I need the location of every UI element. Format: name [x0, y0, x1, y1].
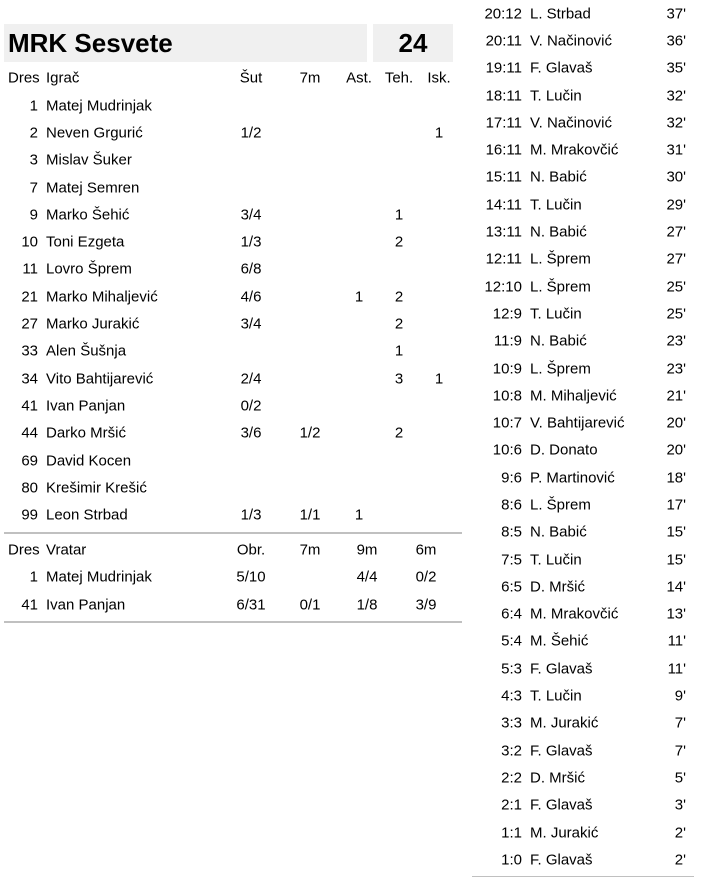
event-player: L. Strbad: [530, 5, 591, 23]
event-player: M. Mihaljević: [530, 387, 617, 405]
exclusions: 1: [434, 370, 444, 388]
list-item: [472, 846, 694, 873]
event-minute: 27': [666, 250, 686, 268]
list-item: [472, 819, 694, 846]
player-number: 3: [29, 151, 38, 169]
player-name: Ivan Panjan: [46, 397, 126, 415]
event-minute: 30': [666, 168, 686, 186]
goalie-number: 41: [21, 596, 38, 614]
list-item: [472, 491, 694, 518]
event-player: T. Lučin: [530, 687, 582, 705]
event-score: 12:11: [485, 250, 522, 268]
event-minute: 32': [666, 87, 686, 105]
player-name: Mislav Šuker: [46, 151, 132, 169]
event-player: M. Jurakić: [530, 824, 599, 842]
players-header-row: [4, 64, 462, 92]
header-7m: 7m: [299, 69, 321, 87]
header-shots: Šut: [239, 69, 263, 87]
list-item: [472, 573, 694, 600]
header-7m: 7m: [299, 541, 321, 559]
table-row: [4, 310, 462, 337]
player-name: Matej Mudrinjak: [46, 97, 152, 115]
event-player: T. Lučin: [530, 305, 582, 323]
event-score: 2:1: [501, 796, 522, 814]
list-item: [472, 218, 694, 245]
player-number: 80: [21, 479, 38, 497]
player-number: 99: [21, 506, 38, 524]
event-player: V. Načinović: [530, 32, 612, 50]
event-minute: 14': [666, 578, 686, 596]
player-name: Neven Grgurić: [46, 124, 143, 142]
player-number: 27: [21, 315, 38, 333]
list-item: [472, 246, 694, 273]
event-score: 15:11: [485, 168, 522, 186]
list-item: [472, 601, 694, 628]
event-minute: 35': [666, 59, 686, 77]
table-row: [4, 256, 462, 283]
goalies-header-row: [4, 536, 462, 564]
table-row: [4, 228, 462, 255]
technical-faults: 2: [394, 288, 404, 306]
event-player: D. Mršić: [530, 769, 585, 787]
event-score: 3:2: [501, 742, 522, 760]
list-item: [472, 409, 694, 436]
player-number: 9: [29, 206, 38, 224]
player-number: 21: [21, 288, 38, 306]
event-minute: 15': [666, 523, 686, 541]
technical-faults: 1: [394, 342, 404, 360]
event-minute: 23': [666, 332, 686, 350]
list-item: [472, 328, 694, 355]
goalie-name: Matej Mudrinjak: [46, 568, 152, 586]
event-player: M. Mrakovčić: [530, 605, 619, 623]
list-item: [472, 519, 694, 546]
event-player: F. Glavaš: [530, 851, 593, 869]
shots: 1/3: [240, 233, 262, 251]
list-item: [472, 710, 694, 737]
player-number: 2: [29, 124, 38, 142]
header-6m: 6m: [415, 541, 437, 559]
event-player: M. Šehić: [530, 632, 589, 650]
list-item: [472, 164, 694, 191]
saves: 5/10: [236, 568, 266, 586]
event-score: 19:11: [485, 59, 522, 77]
list-item: [472, 273, 694, 300]
team-score: 24: [373, 24, 453, 62]
event-minute: 13': [666, 605, 686, 623]
table-row: [4, 201, 462, 228]
technical-faults: 2: [394, 424, 404, 442]
event-score: 20:11: [485, 32, 522, 50]
technical-faults: 3: [394, 370, 404, 388]
event-score: 12:9: [492, 305, 522, 323]
penalties-7m: 1/1: [299, 506, 321, 524]
list-item: [472, 109, 694, 136]
table-row: [4, 392, 462, 419]
penalties-7m: 1/2: [299, 424, 321, 442]
event-player: F. Glavaš: [530, 59, 593, 77]
list-item: [472, 764, 694, 791]
event-player: L. Šprem: [530, 250, 591, 268]
event-score: 10:7: [492, 414, 522, 432]
list-item: [472, 437, 694, 464]
event-minute: 31': [666, 141, 686, 159]
event-minute: 25': [666, 305, 686, 323]
list-item: [472, 464, 694, 491]
event-minute: 7': [674, 742, 686, 760]
table-row: [4, 591, 462, 618]
header-no: Dres: [8, 69, 40, 87]
technical-faults: 2: [394, 233, 404, 251]
divider: [4, 532, 462, 534]
event-minute: 25': [666, 278, 686, 296]
event-player: L. Šprem: [530, 496, 591, 514]
event-player: V. Bahtijarević: [530, 414, 625, 432]
event-minute: 15': [666, 551, 686, 569]
event-minute: 2': [674, 851, 686, 869]
saves: 6/31: [236, 596, 266, 614]
event-score: 8:6: [501, 496, 522, 514]
event-score: 3:3: [501, 714, 522, 732]
goalie-number: 1: [29, 568, 38, 586]
team-stats-panel: [4, 24, 462, 623]
event-minute: 9': [674, 687, 686, 705]
event-score: 18:11: [485, 87, 522, 105]
list-item: [472, 300, 694, 327]
event-player: N. Babić: [530, 523, 587, 541]
list-item: [472, 191, 694, 218]
event-minute: 37': [666, 5, 686, 23]
event-score: 4:3: [501, 687, 522, 705]
list-item: [472, 546, 694, 573]
event-score: 10:6: [492, 441, 522, 459]
player-number: 33: [21, 342, 38, 360]
player-name: Marko Mihaljević: [46, 288, 158, 306]
event-player: L. Šprem: [530, 360, 591, 377]
goal-timeline: [472, 0, 694, 877]
event-minute: 29': [666, 196, 686, 214]
player-number: 10: [21, 233, 38, 251]
event-score: 17:11: [485, 114, 522, 132]
event-player: P. Martinović: [530, 469, 615, 487]
event-minute: 20': [666, 441, 686, 459]
shots: 3/4: [240, 206, 262, 224]
event-player: F. Glavaš: [530, 742, 593, 760]
player-name: Toni Ezgeta: [46, 233, 125, 251]
event-player: F. Glavaš: [530, 796, 593, 814]
event-player: T. Lučin: [530, 551, 582, 569]
event-minute: 11': [667, 632, 686, 650]
event-score: 6:5: [501, 578, 522, 596]
table-row: [4, 447, 462, 474]
player-number: 1: [29, 97, 38, 115]
table-row: [4, 174, 462, 201]
player-name: Alen Šušnja: [46, 342, 127, 360]
saves-6m: 3/9: [415, 596, 437, 614]
event-player: L. Šprem: [530, 278, 591, 296]
event-minute: 17': [666, 496, 686, 514]
saves-9m: 1/8: [356, 596, 378, 614]
event-score: 11:9: [493, 332, 522, 350]
shots: 2/4: [240, 370, 262, 388]
list-item: [472, 682, 694, 709]
saves-6m: 0/2: [415, 568, 437, 586]
table-row: [4, 283, 462, 310]
table-row: [4, 365, 462, 392]
shots: 1/2: [240, 124, 262, 142]
list-item: [472, 737, 694, 764]
event-score: 9:6: [501, 469, 522, 487]
table-row: [4, 147, 462, 174]
event-score: 2:2: [501, 769, 522, 787]
event-score: 10:8: [492, 387, 522, 405]
event-player: M. Jurakić: [530, 714, 599, 732]
event-score: 5:4: [501, 632, 522, 650]
event-minute: 32': [666, 114, 686, 132]
table-row: [4, 420, 462, 447]
player-number: 34: [21, 370, 38, 388]
list-item: [472, 55, 694, 82]
header-name: Igrač: [46, 69, 80, 87]
event-player: D. Donato: [530, 441, 598, 459]
player-number: 7: [29, 179, 38, 197]
event-score: 5:3: [501, 660, 522, 678]
table-row: [4, 501, 462, 528]
technical-faults: 1: [394, 206, 404, 224]
header-no: Dres: [8, 541, 40, 559]
player-name: Matej Semren: [46, 179, 140, 197]
event-player: T. Lučin: [530, 87, 582, 105]
shots: 3/4: [240, 315, 262, 333]
player-number: 11: [22, 260, 38, 278]
event-player: M. Mrakovčić: [530, 141, 619, 159]
goalies-table: [4, 564, 462, 619]
divider: [472, 876, 694, 877]
player-name: Marko Šehić: [46, 206, 130, 224]
header-technical: Teh.: [384, 69, 414, 87]
table-row: [4, 474, 462, 501]
event-minute: 20': [666, 414, 686, 432]
event-minute: 11': [667, 660, 686, 678]
shots: 1/3: [240, 506, 262, 524]
event-minute: 7': [674, 714, 686, 732]
saves-9m: 4/4: [356, 568, 378, 586]
player-name: Marko Jurakić: [46, 315, 140, 333]
saves-7m: 0/1: [299, 596, 321, 614]
assists: 1: [354, 288, 364, 306]
event-player: N. Babić: [530, 332, 587, 350]
players-table: [4, 92, 462, 529]
event-player: N. Babić: [530, 168, 587, 186]
event-score: 10:9: [492, 360, 522, 377]
player-name: Darko Mršić: [46, 424, 127, 442]
table-row: [4, 92, 462, 119]
event-score: 6:4: [501, 605, 522, 623]
list-item: [472, 0, 694, 27]
event-minute: 27': [666, 223, 686, 241]
table-row: [4, 338, 462, 365]
player-name: Lovro Šprem: [46, 260, 132, 278]
event-minute: 21': [666, 387, 686, 405]
event-score: 20:12: [484, 5, 522, 23]
player-number: 69: [21, 452, 38, 469]
team-name: MRK Sesvete: [4, 24, 367, 62]
list-item: [472, 27, 694, 54]
list-item: [472, 382, 694, 409]
event-score: 13:11: [485, 223, 522, 241]
player-number: 41: [21, 397, 38, 415]
event-score: 7:5: [501, 551, 522, 569]
event-score: 14:11: [485, 196, 522, 214]
goalie-name: Ivan Panjan: [46, 596, 126, 614]
header-saves: Obr.: [236, 541, 266, 559]
header-assists: Ast.: [346, 69, 372, 87]
header-name: Vratar: [46, 541, 87, 559]
team-header: [4, 24, 462, 62]
event-player: N. Babić: [530, 223, 587, 241]
shots: 6/8: [240, 260, 262, 278]
event-minute: 2': [674, 824, 686, 842]
exclusions: 1: [434, 124, 444, 142]
event-player: V. Načinović: [530, 114, 612, 132]
shots: 0/2: [240, 397, 262, 415]
event-minute: 5': [674, 769, 686, 787]
table-row: [4, 564, 462, 591]
assists: 1: [354, 506, 364, 524]
event-score: 8:5: [501, 523, 522, 541]
event-score: 16:11: [485, 141, 522, 159]
list-item: [472, 792, 694, 819]
event-minute: 23': [666, 360, 686, 377]
list-item: [472, 655, 694, 682]
list-item: [472, 82, 694, 109]
header-exclusions: Isk.: [427, 69, 451, 87]
event-score: 12:10: [484, 278, 522, 296]
event-score: 1:1: [501, 824, 522, 842]
divider: [4, 621, 462, 623]
player-name: Krešimir Krešić: [46, 479, 147, 497]
player-name: Vito Bahtijarević: [46, 370, 154, 388]
event-score: 1:0: [501, 851, 522, 869]
shots: 4/6: [240, 288, 262, 306]
event-minute: 18': [666, 469, 686, 487]
event-minute: 36': [666, 32, 686, 50]
event-player: D. Mršić: [530, 578, 585, 596]
list-item: [472, 136, 694, 163]
player-number: 44: [21, 424, 38, 442]
table-row: [4, 119, 462, 146]
events-list: [472, 0, 694, 874]
list-item: [472, 628, 694, 655]
technical-faults: 2: [394, 315, 404, 333]
event-player: T. Lučin: [530, 196, 582, 214]
header-9m: 9m: [356, 541, 378, 559]
player-name: Leon Strbad: [46, 506, 128, 524]
player-name: David Kocen: [46, 452, 132, 469]
list-item: [472, 355, 694, 382]
event-player: F. Glavaš: [530, 660, 593, 678]
event-minute: 3': [674, 796, 686, 814]
shots: 3/6: [240, 424, 262, 442]
